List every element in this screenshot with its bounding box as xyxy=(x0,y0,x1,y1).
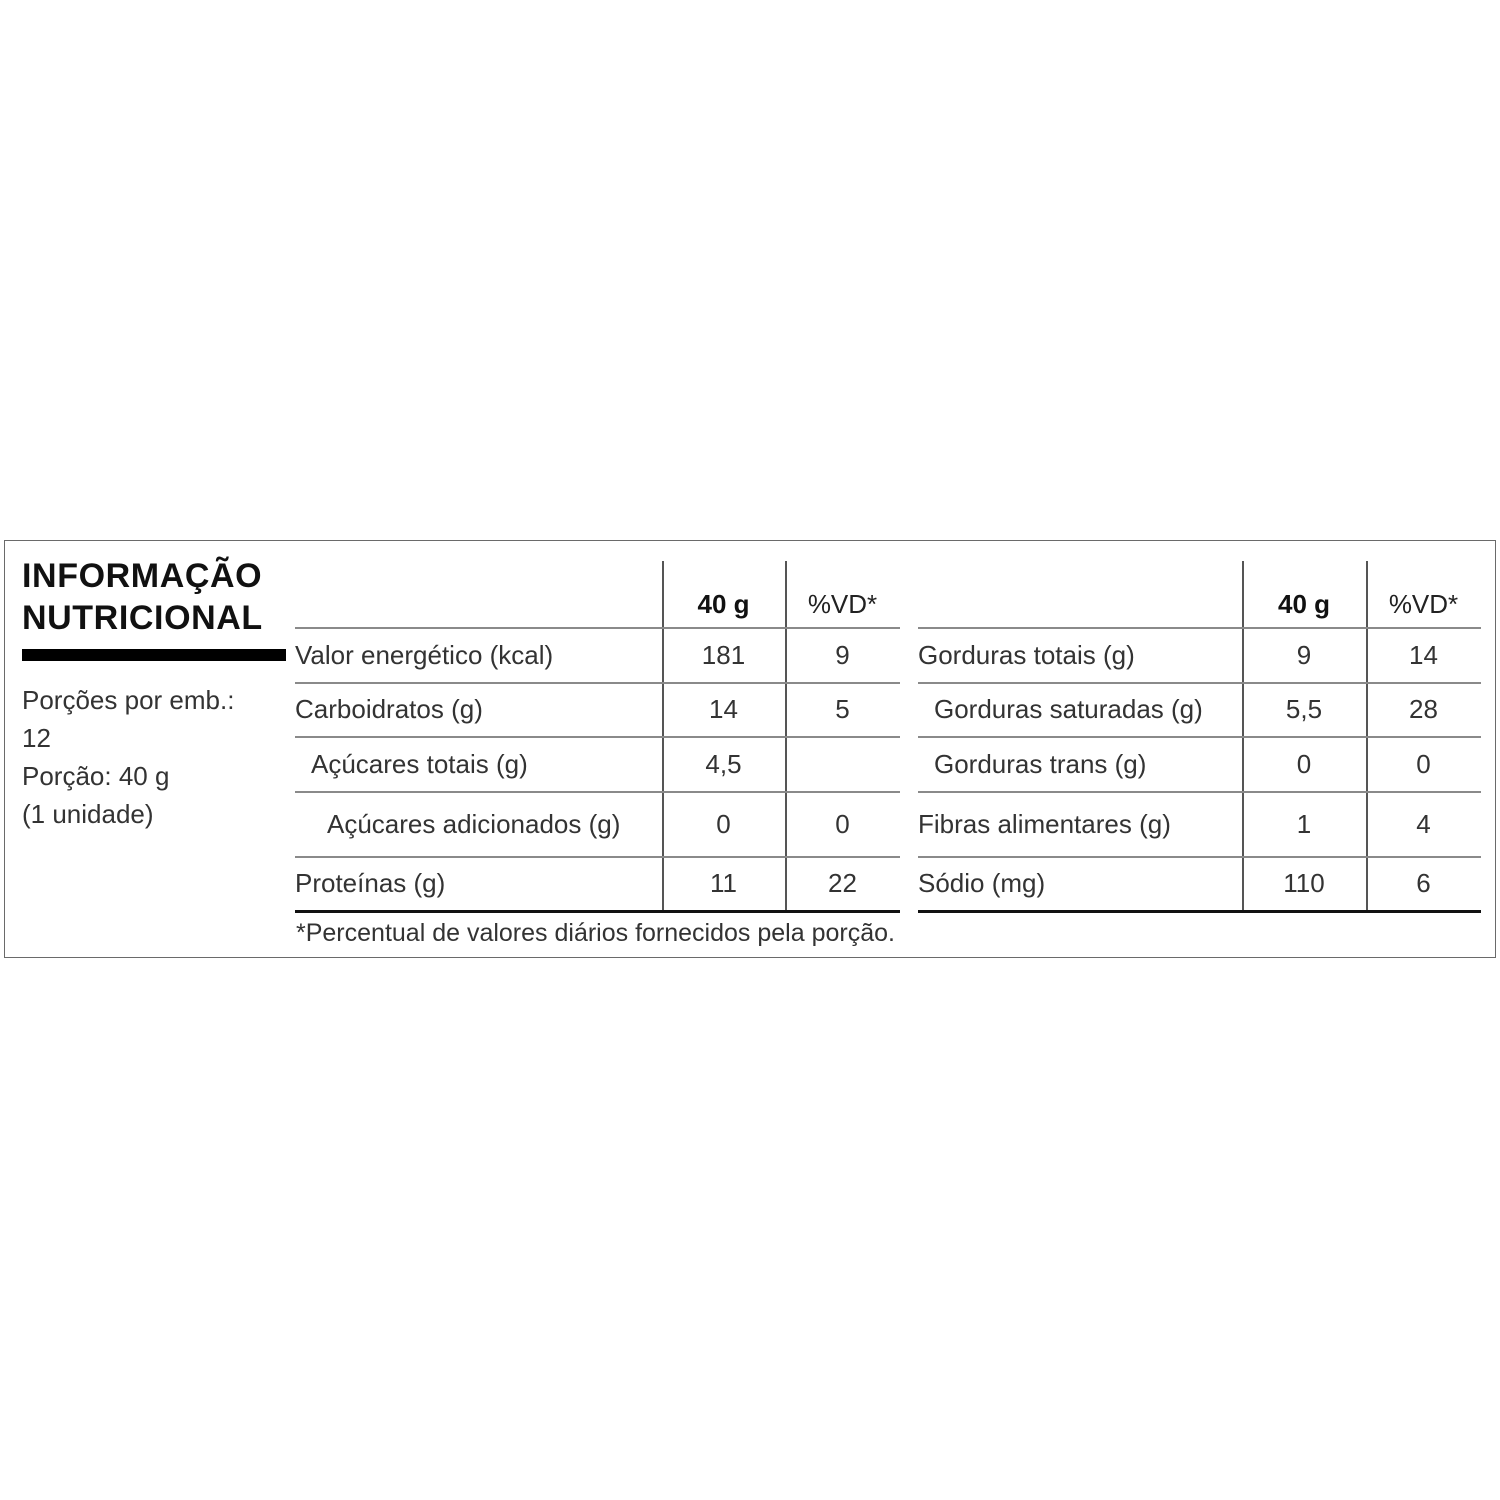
nutrient-amount-total-fat: 9 xyxy=(1296,639,1312,670)
nutrient-amount-saturated-fat: 5,5 xyxy=(1285,694,1323,724)
nutrient-amount-added-sugars: 0 xyxy=(716,808,731,839)
nutrient-label-fiber: Fibras alimentares (g) xyxy=(918,808,1171,839)
nutrient-label-protein: Proteínas (g) xyxy=(295,868,446,898)
nutrient-amount-protein: 11 xyxy=(710,868,737,898)
label-title xyxy=(22,555,292,639)
nutrient-vd-saturated-fat: 28 xyxy=(1409,694,1438,724)
nutrient-amount-energy: 181 xyxy=(701,639,746,670)
serving-info xyxy=(22,681,282,833)
nutrient-amount-trans-fat: 0 xyxy=(1296,748,1312,779)
nutrient-amount-total-sugars: 4,5 xyxy=(705,748,742,779)
title-line-1: INFORMAÇÃO xyxy=(22,557,263,595)
portion-size-label: Porção: 40 g xyxy=(22,761,170,791)
nutrient-vd-trans-fat: 0 xyxy=(1416,748,1431,779)
nutrient-label-saturated-fat: Gorduras saturadas (g) xyxy=(934,694,1203,724)
right-col-amount-header: 40 g xyxy=(1277,588,1331,619)
title-divider-bar xyxy=(22,649,286,661)
nutrient-vd-total-sugars xyxy=(785,737,900,791)
nutrient-label-energy: Valor energético (kcal) xyxy=(295,639,554,670)
portion-unit-label: (1 unidade) xyxy=(22,799,154,829)
right-col-vd-header: %VD* xyxy=(1388,588,1459,619)
title-line-2: NUTRICIONAL xyxy=(22,599,263,637)
nutrient-vd-protein: 22 xyxy=(828,868,857,898)
nutrient-label-carbs: Carboidratos (g) xyxy=(295,694,483,724)
nutrient-vd-energy: 9 xyxy=(835,639,850,670)
nutrition-facts-label xyxy=(4,540,1496,958)
nutrient-label-total-sugars: Açúcares totais (g) xyxy=(311,748,528,779)
portions-per-package-value: 12 xyxy=(22,723,51,753)
portions-per-package-label: Porções por emb.: xyxy=(22,685,235,715)
right-nutrient-table xyxy=(918,561,1481,913)
nutrient-amount-carbs: 14 xyxy=(709,694,738,724)
nutrient-vd-fiber: 4 xyxy=(1416,808,1431,839)
left-nutrient-table xyxy=(295,561,900,913)
nutrient-vd-sodium: 6 xyxy=(1416,868,1431,898)
nutrient-vd-total-fat: 14 xyxy=(1409,639,1438,670)
nutrient-vd-added-sugars: 0 xyxy=(835,808,850,839)
footnote: *Percentual de valores diários fornecidos pela porção. xyxy=(296,919,895,947)
nutrient-vd-carbs: 5 xyxy=(835,694,850,724)
nutrient-label-trans-fat: Gorduras trans (g) xyxy=(934,748,1147,779)
nutrient-label-total-fat: Gorduras totais (g) xyxy=(918,639,1135,670)
left-col-amount-header: 40 g xyxy=(697,588,750,619)
nutrient-label-sodium: Sódio (mg) xyxy=(918,868,1046,898)
left-col-vd-header: %VD* xyxy=(807,588,878,619)
nutrient-label-added-sugars: Açúcares adicionados (g) xyxy=(327,808,621,839)
nutrient-amount-sodium: 110 xyxy=(1283,868,1325,898)
nutrient-amount-fiber: 1 xyxy=(1296,808,1312,839)
